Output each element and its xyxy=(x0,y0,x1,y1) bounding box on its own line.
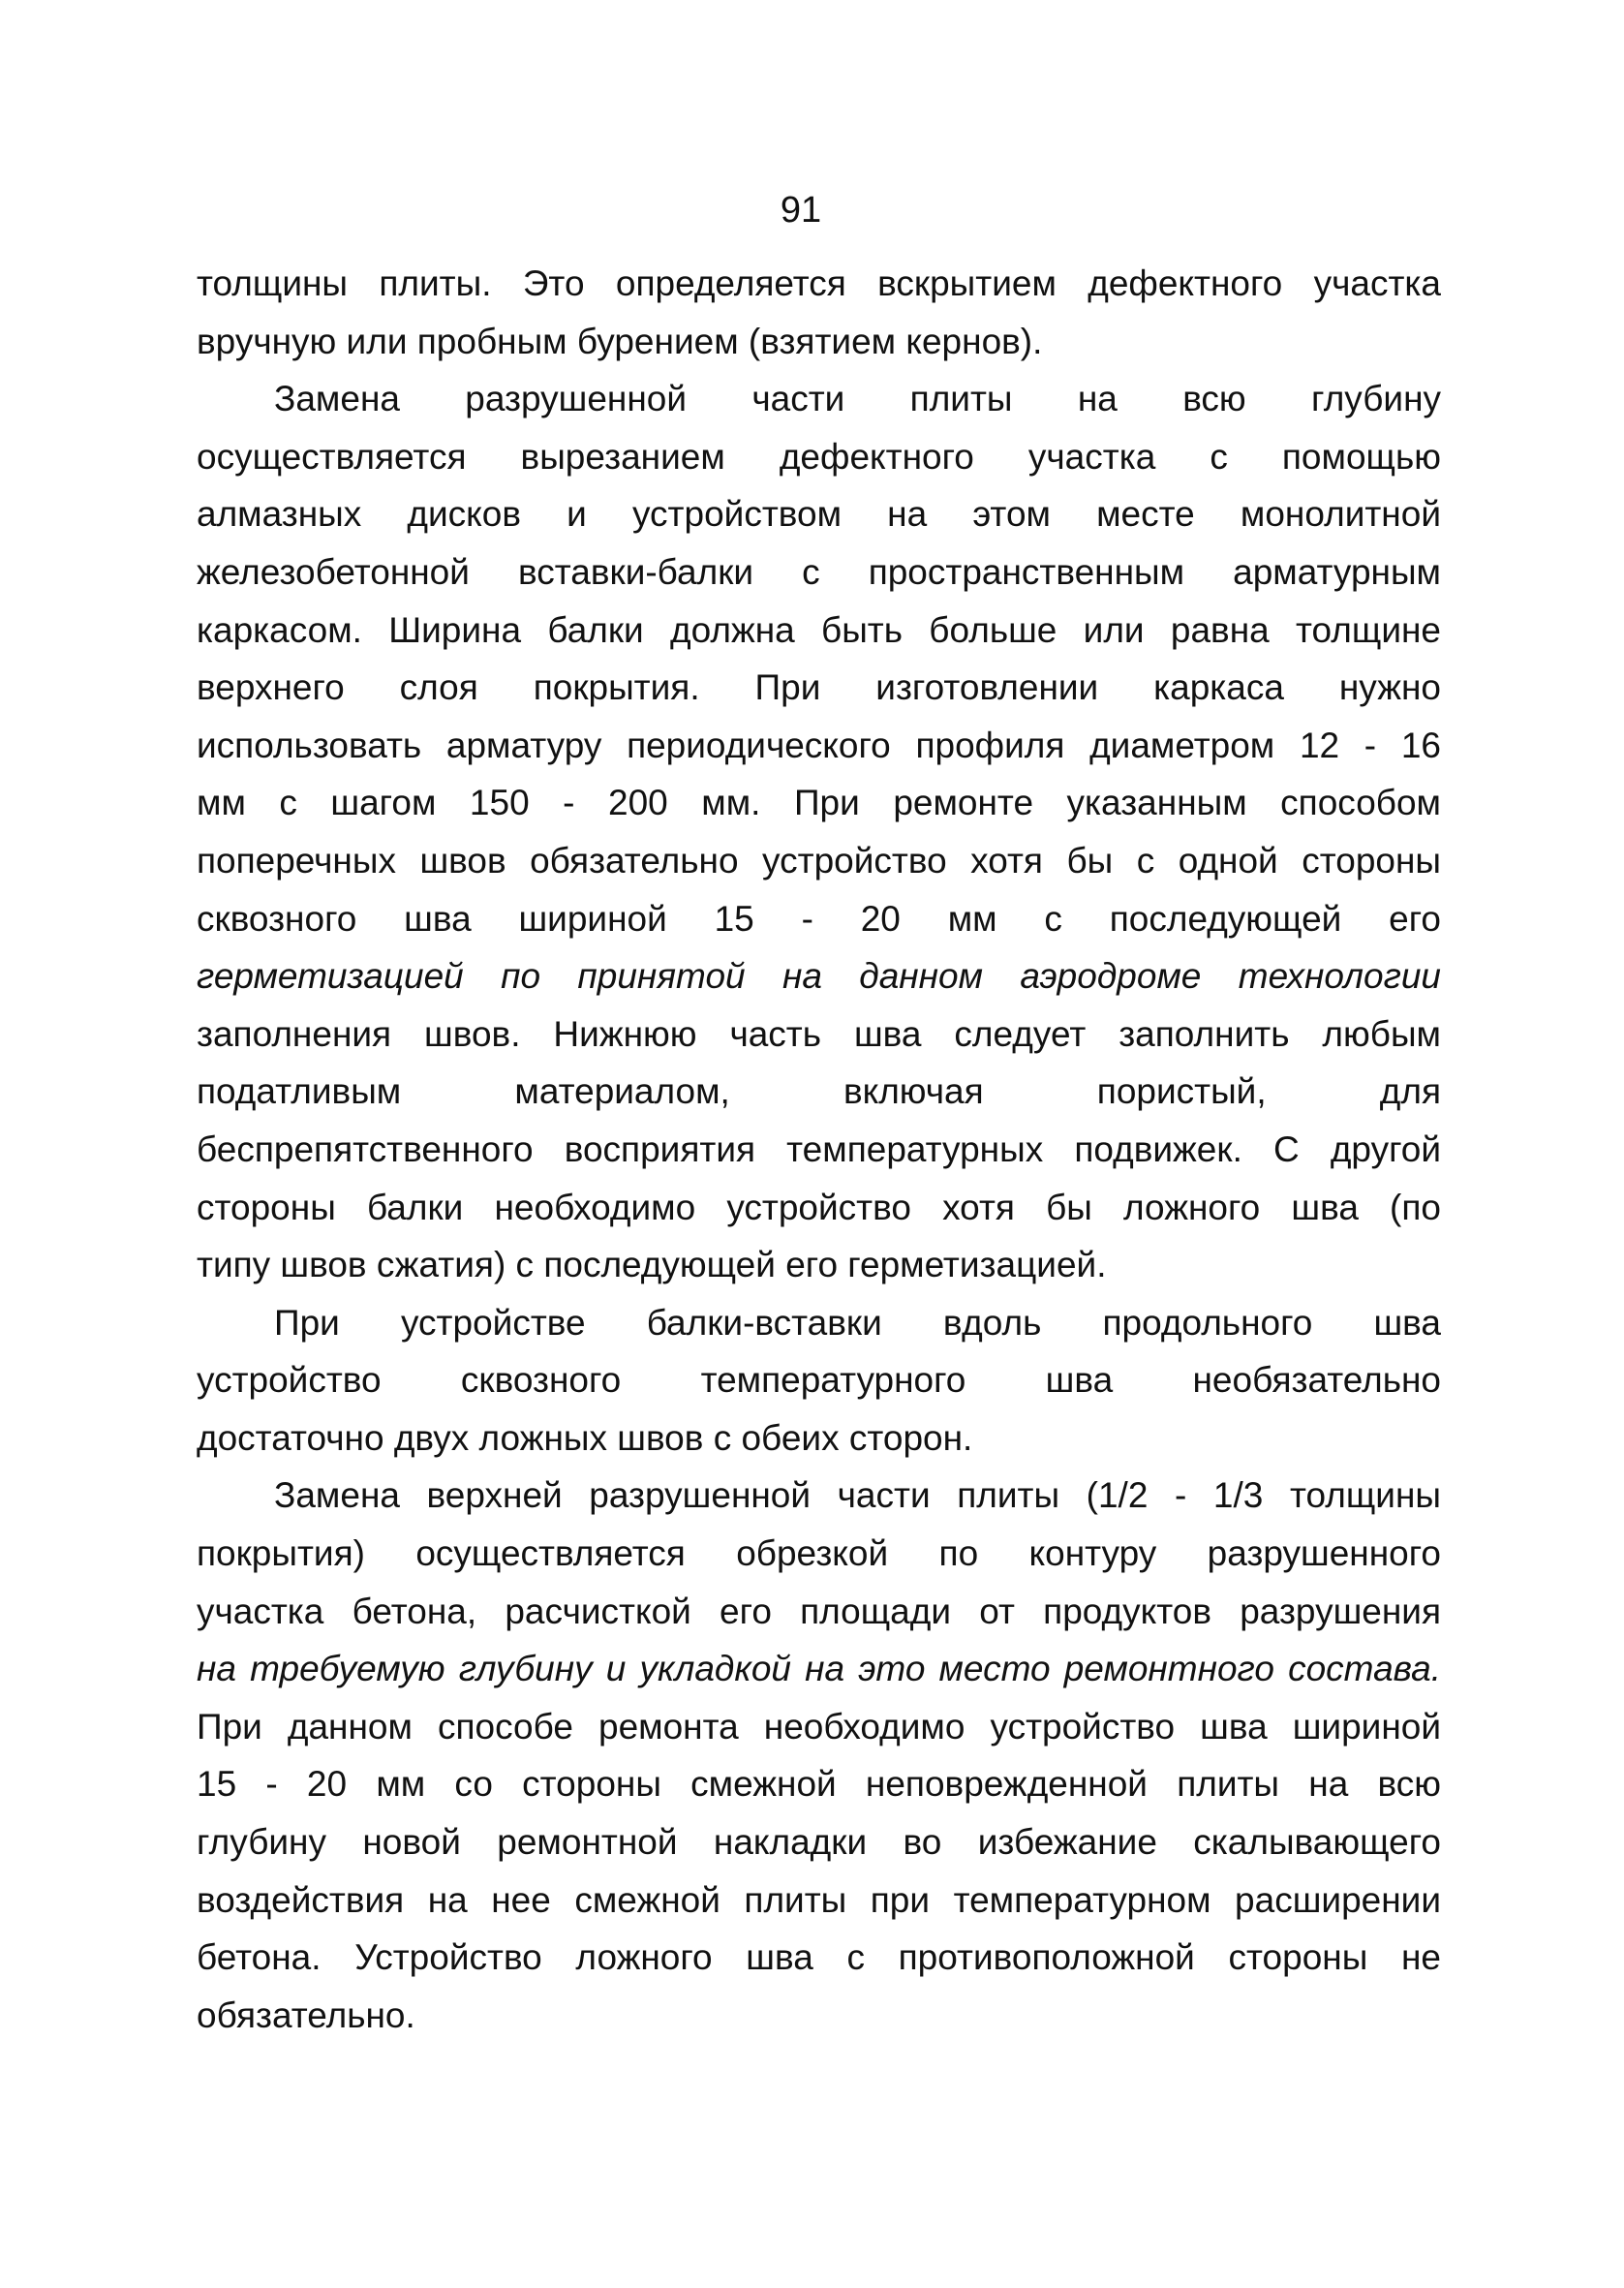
text-line: использовать арматуру периодического профиля диаметром 12 - 16 xyxy=(197,725,1441,765)
text-line: вручную или пробным бурением (взятием кернов). xyxy=(197,321,1043,361)
text-line: обязательно. xyxy=(197,1994,415,2035)
text-line: устройство сквозного температурного шва необязательно xyxy=(197,1360,1441,1401)
text-line: типу швов сжатия) с последующей его герметизацией. xyxy=(197,1245,1107,1285)
text-line: заполнения швов. Нижнюю часть шва следует заполнить любым xyxy=(197,1013,1441,1054)
text-line: участка бетона, расчисткой его площади от продуктов разрушения xyxy=(197,1591,1441,1631)
text-line: При устройстве балки-вставки вдоль продольного шва xyxy=(274,1302,1441,1343)
text-line: на требуемую глубину и укладкой на это место ремонтного состава. xyxy=(197,1649,1441,1689)
text-line: мм с шагом 150 - 200 мм. При ремонте указанным способом xyxy=(197,783,1441,823)
text-line: стороны балки необходимо устройство хотя бы ложного шва (по xyxy=(197,1187,1441,1227)
text-line: герметизацией по принятой на данном аэродроме технологии xyxy=(197,956,1441,997)
text-line: Замена верхней разрушенной части плиты (1/2 - 1/3 толщины xyxy=(274,1475,1441,1516)
text-line: верхнего слоя покрытия. При изготовлении каркаса нужно xyxy=(197,667,1441,708)
text-line: покрытия) осуществляется обрезкой по контуру разрушенного xyxy=(197,1533,1441,1574)
text-line: алмазных дисков и устройством на этом месте монолитной xyxy=(197,494,1441,535)
text-line: поперечных швов обязательно устройство хотя бы с одной стороны xyxy=(197,840,1441,881)
text-line: беспрепятственного восприятия температурных подвижек. С другой xyxy=(197,1129,1441,1169)
body-text xyxy=(197,255,1441,2044)
text-line: податливым материалом, включая пористый, для xyxy=(197,1071,1441,1112)
text-line: осуществляется вырезанием дефектного участка с помощью xyxy=(197,436,1441,477)
text-line: бетона. Устройство ложного шва с противоположной стороны не xyxy=(197,1937,1441,1978)
page-number: 91 xyxy=(780,190,822,231)
text-line: При данном способе ремонта необходимо устройство шва шириной xyxy=(197,1706,1441,1747)
text-line: 15 - 20 мм со стороны смежной неповрежденной плиты на всю xyxy=(197,1764,1441,1805)
text-line: железобетонной вставки-балки с пространственным арматурным xyxy=(197,551,1441,592)
text-line: глубину новой ремонтной накладки во избежание скалывающего xyxy=(197,1822,1441,1863)
text-line: толщины плиты. Это определяется вскрытием дефектного участка xyxy=(197,263,1441,303)
text-line: достаточно двух ложных швов с обеих сторон. xyxy=(197,1417,973,1458)
text-line: каркасом. Ширина балки должна быть больше или равна толщине xyxy=(197,609,1441,650)
text-line: воздействия на нее смежной плиты при температурном расширении xyxy=(197,1879,1441,1920)
text-line: сквозного шва шириной 15 - 20 мм с последующей его xyxy=(197,898,1441,939)
text-line: Замена разрушенной части плиты на всю глубину xyxy=(274,379,1441,419)
